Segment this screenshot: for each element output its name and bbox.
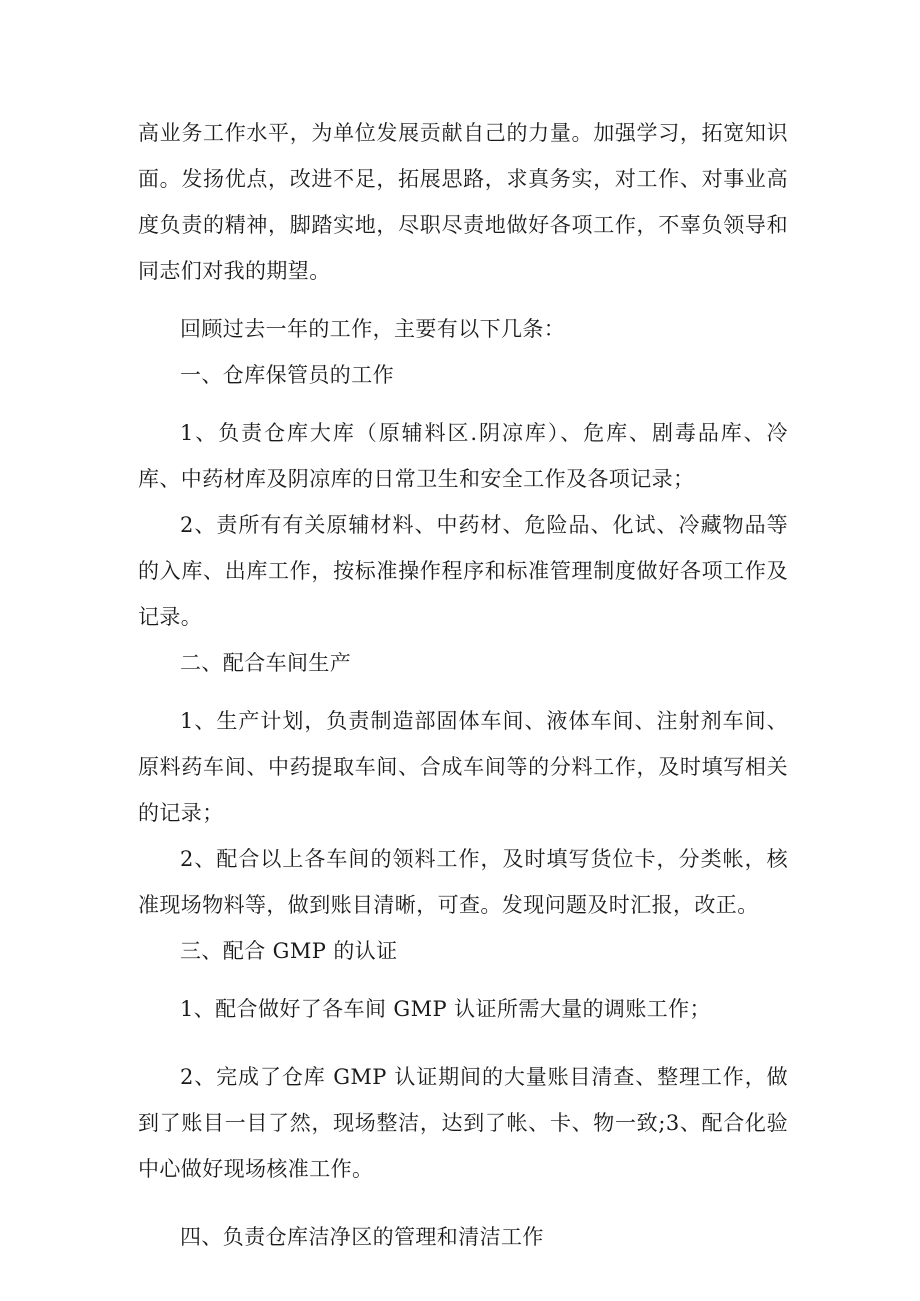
paragraph-review: 回顾过去一年的工作，主要有以下几条：: [180, 317, 566, 341]
paragraph-section-3-item-1: 1、配合做好了各车间 GMP 认证所需大量的调账工作；: [180, 997, 711, 1021]
paragraph-section-2-item-1: 1、生产计划，负责制造部固体车间、液体车间、注射剂车间、原料药车间、中药提取车间、合成车间等的分料工作，及时填写相关的记录；: [138, 709, 788, 825]
paragraph-section-3-item-2: 2、完成了仓库 GMP 认证期间的大量账目清查、整理工作，做到了账目一目了然，现场整洁，达到了帐、卡、物一致;3、配合化验中心做好现场核准工作。: [138, 1065, 788, 1181]
paragraph-section-2-item-2: 2、配合以上各车间的领料工作，及时填写货位卡，分类帐，核准现场物料等，做到账目清晰，可查。发现问题及时汇报，改正。: [138, 847, 788, 917]
paragraph-section-1-item-2: 2、责所有有关原辅材料、中药材、危险品、化试、冷藏物品等的入库、出库工作，按标准操作程序和标准管理制度做好各项工作及记录。: [138, 513, 788, 629]
heading-section-3: 三、配合 GMP 的认证: [180, 939, 398, 963]
heading-section-4: 四、负责仓库洁净区的管理和清洁工作: [180, 1225, 544, 1249]
document-body: [138, 110, 788, 1260]
heading-section-2: 二、配合车间生产: [180, 651, 352, 675]
paragraph-section-1-item-1: 1、负责仓库大库（原辅料区.阴凉库）、危库、剧毒品库、冷库、中药材库及阴凉库的日常卫生和安全工作及各项记录；: [138, 421, 788, 491]
heading-section-1: 一、仓库保管员的工作: [180, 363, 394, 387]
paragraph-intro-continuation: 高业务工作水平，为单位发展贡献自己的力量。加强学习，拓宽知识面。发扬优点，改进不足，拓展思路，求真务实，对工作、对事业高度负责的精神，脚踏实地，尽职尽责地做好各项工作，不辜负领导和同志们对我的期望。: [138, 121, 788, 283]
